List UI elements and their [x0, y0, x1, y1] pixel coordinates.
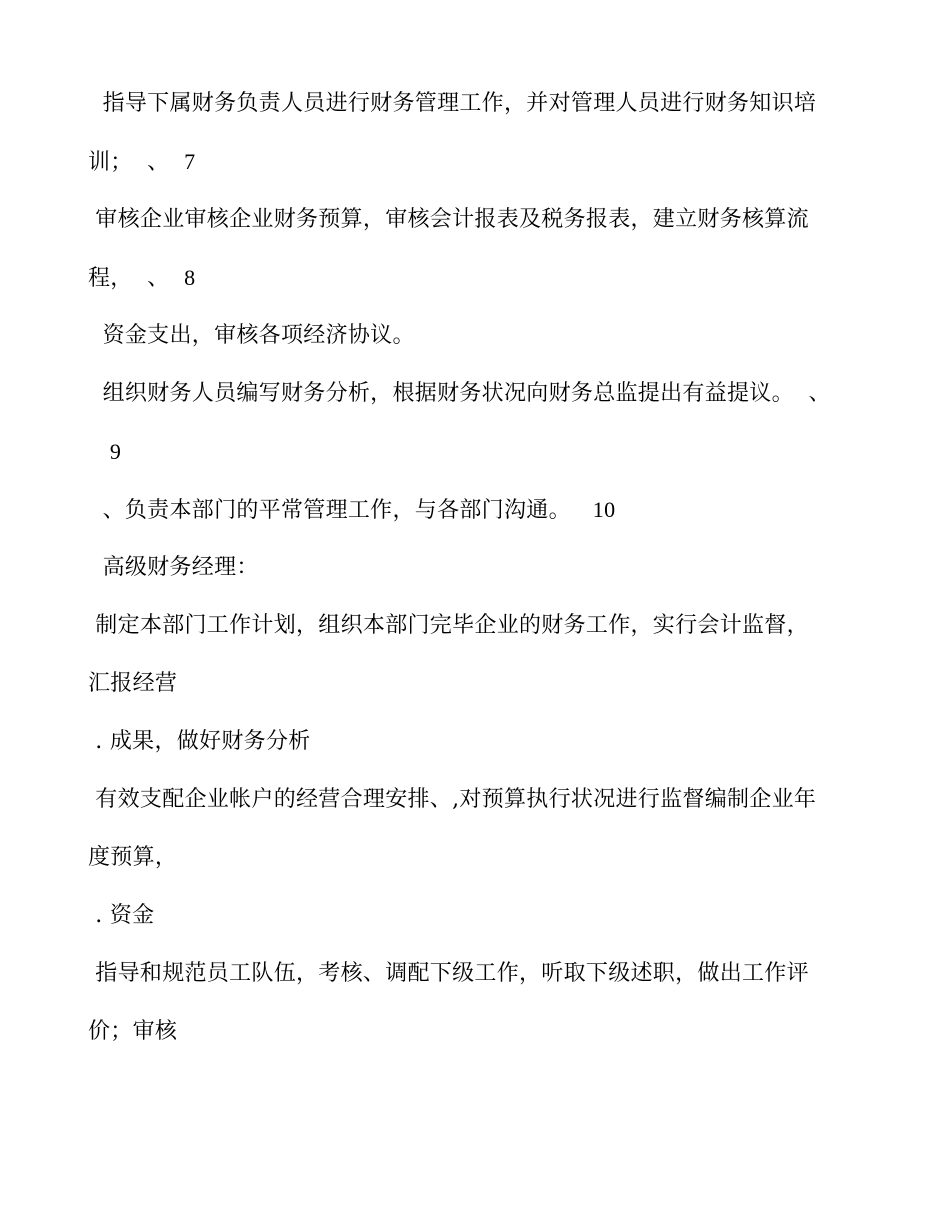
- text-line-2-text: 训； 、: [88, 150, 185, 175]
- text-line-7: [88, 438, 121, 467]
- text-line-10: 制定本部门工作计划，组织本部门完毕企业的财务工作，实行会计监督，: [88, 613, 809, 638]
- text-line-16: 指导和规范员工队伍，考核、调配下级工作，听取下级述职，做出工作评: [88, 961, 809, 986]
- list-number-10: 10: [592, 497, 616, 522]
- text-line-7-text: [88, 440, 110, 465]
- text-line-14: 度预算，: [88, 845, 178, 870]
- text-line-17: 价；审核: [88, 1019, 178, 1044]
- text-line-13: 有效支配企业帐户的经营合理安排、,对预算执行状况进行监督编制企业年: [88, 787, 817, 812]
- list-number-7: 7: [184, 149, 196, 174]
- text-line-8: [88, 496, 615, 525]
- text-line-8-text: 、负责本部门的平常管理工作，与各部门沟通。: [88, 498, 593, 523]
- text-line-5: 资金支出，审核各项经济协议。: [88, 323, 415, 348]
- text-line-6: 组织财务人员编写财务分析，根据财务状况向财务总监提出有益提议。 、: [88, 381, 831, 406]
- text-line-15: . 资金: [88, 903, 155, 928]
- list-number-8: 8: [184, 265, 196, 290]
- text-line-4: [88, 264, 195, 293]
- list-number-9: 9: [109, 439, 122, 464]
- text-line-2: [88, 148, 195, 177]
- text-line-4-text: 程， 、: [88, 266, 185, 291]
- text-line-9: 高级财务经理：: [88, 555, 259, 580]
- text-line-12: . 成果，做好财务分析: [88, 729, 311, 754]
- text-line-11: 汇报经营: [88, 671, 178, 696]
- text-line-3: 审核企业审核企业财务预算，审核会计报表及税务报表，建立财务核算流: [88, 207, 809, 232]
- text-line-1: 指导下属财务负责人员进行财务管理工作，并对管理人员进行财务知识培: [88, 91, 817, 116]
